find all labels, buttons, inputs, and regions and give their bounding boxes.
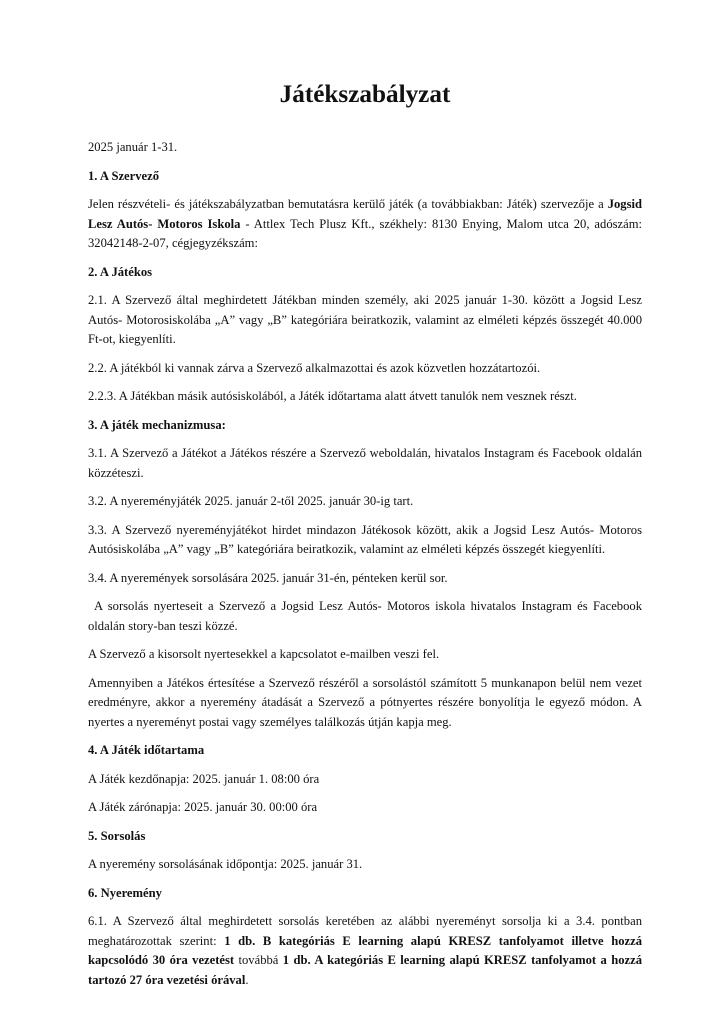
paragraph-backup-winner: Amennyiben a Játékos értesítése a Szervező részéről a sorsolástól számított 5 munkanapon belül nem vezet eredményre, akkor a nyeremény átadását a Szervező a pótnyertes részére bonyolítja le egyező módon. A nyertes a nyereményt postai vagy személyes találkozás útján kapja meg. (88, 675, 642, 729)
section-heading-prize: 6. Nyeremény (88, 885, 162, 900)
prize-text-middle: továbbá (234, 953, 283, 967)
document-title: Játékszabályzat (279, 81, 451, 108)
paragraph-2-2: 2.2. A játékból ki vannak zárva a Szervező alkalmazottai és azok közvetlen hozzátartozói. (88, 360, 541, 375)
organizer-text-end: - Attlex Tech Plusz Kft., székhely: 8130 Enying, Malom utca 20, adószám: 32042148-2-07, cégjegyzékszám: (88, 216, 642, 250)
draw-date: A nyeremény sorsolásának időpontja: 2025. január 31. (88, 857, 363, 871)
organizer-text-start: Jelen részvételi- és játékszabályzatban bemutatásra kerülő játék (a továbbiakban: Játék) szervezője a (88, 197, 608, 211)
date-range: 2025 január 1-31. (88, 140, 178, 154)
prize-a-category: 1 db. A kategóriás E learning alapú KRESZ tanfolyamot a hozzá tartozó 27 óra vezetési órával (88, 953, 642, 987)
paragraph-3-3: 3.3. A Szervező nyereményjátékot hirdet mindazon Játékosok között, akik a Jogsid Lesz Autós- Motoros Autósiskolába „A” vagy „B” kategóriára beiratkozik, valamint az elméleti képzés összegét kiegyenlíti. (88, 522, 642, 556)
paragraph-3-1: 3.1. A Szervező a Játékot a Játékos részére a Szervező weboldalán, hivatalos Instagram és Facebook oldalán közzéteszi. (88, 446, 642, 480)
end-date: A Játék zárónapja: 2025. január 30. 00:00 óra (88, 800, 318, 814)
paragraph-2-1: 2.1. A Szervező által meghirdetett Játékban minden személy, aki 2025 január 1-30. között a Jogsid Lesz Autós- Motorosiskolába „A” vagy „B” kategóriára beiratkozik, valamint az elméleti képzés összegét 40.000 Ft-ot, kiegyenlíti. (88, 293, 642, 346)
section-heading-player: 2. A Játékos (88, 264, 153, 279)
section-heading-mechanism: 3. A játék mechanizmusa: (88, 417, 226, 432)
prize-text-start: 6.1. A Szervező által meghirdetett sorsolás keretében az alábbi nyereményt sorsolja ki a 3.4. pontban meghatározottak szerint: (88, 914, 642, 948)
organizer-paragraph (88, 195, 642, 254)
paragraph-2-2-3: 2.2.3. A Játékban másik autósiskolából, a Játék időtartama alatt átvett tanulók nem vesznek részt. (88, 389, 577, 403)
start-date: A Játék kezdőnapja: 2025. január 1. 08:00 óra (88, 771, 320, 786)
document-body (88, 138, 642, 999)
organizer-name: Jogsid Lesz Autós- Motoros Iskola (88, 197, 642, 231)
prize-b-category: 1 db. B kategóriás E learning alapú KRESZ tanfolyamot illetve hozzá kapcsolódó 30 óra vezetést (88, 933, 643, 967)
paragraph-winner-contact: A Szervező a kisorsolt nyertesekkel a kapcsolatot e-mailben veszi fel. (88, 647, 440, 661)
paragraph-winners-announcement: A sorsolás nyerteseit a Szervező a Jogsid Lesz Autós- Motoros iskola hivatalos Instagram és Facebook oldalán story-ban teszi közzé. (88, 599, 642, 633)
prize-text-end: . (245, 972, 249, 987)
paragraph-3-2: 3.2. A nyereményjáték 2025. január 2-től 2025. január 30-ig tart. (88, 494, 414, 508)
section-heading-draw: 5. Sorsolás (88, 828, 146, 843)
section-heading-duration: 4. A Játék időtartama (88, 743, 205, 757)
paragraph-3-4: 3.4. A nyeremények sorsolására 2025. január 31-én, pénteken kerül sor. (88, 570, 448, 585)
prize-paragraph (88, 912, 642, 990)
section-heading-organizer: 1. A Szervező (88, 168, 159, 183)
